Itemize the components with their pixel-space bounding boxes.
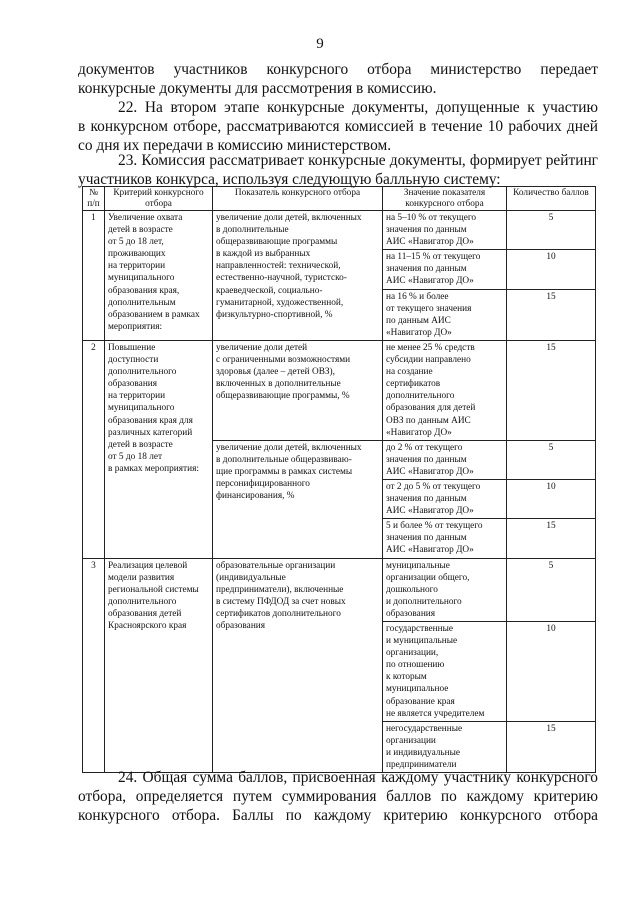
paragraph-24 <box>78 768 598 825</box>
paragraph-line: 23. Комиссия рассматривает конкурсные документы, формирует рейтинг <box>118 152 598 169</box>
criterion-text: Увеличение охвата детей в возрасте от 5 до 18 лет, проживающих на территории муниципального образования края, дополнительным образованием в рамках мероприятия: <box>105 211 213 341</box>
table-row <box>83 211 596 250</box>
indicator-value: до 2 % от текущего значения по данным АИС «Навигатор ДО» <box>383 440 507 479</box>
paragraph-line: конкурсного отбора. Баллы по каждому критерию конкурсного отбора <box>78 807 598 824</box>
points-value: 5 <box>507 558 596 621</box>
indicator-value: на 11–15 % от текущего значения по данным АИС «Навигатор ДО» <box>383 250 507 289</box>
paragraph-continuation <box>78 60 598 98</box>
paragraph-line: 24. Общая сумма баллов, присвоенная каждому участнику конкурсного <box>118 769 598 786</box>
points-value: 15 <box>507 721 596 772</box>
criterion-text: Повышение доступности дополнительного образования на территории муниципального образования края для различных категорий детей в возрасте от 5 до 18 лет в рамках мероприятия: <box>105 340 213 558</box>
indicator-value: негосударственные организации и индивидуальные предприниматели <box>383 721 507 772</box>
points-value: 15 <box>507 289 596 340</box>
header-indicator-value: Значение показателя конкурсного отбора <box>383 187 507 211</box>
indicator-text: увеличение доли детей с ограниченными возможностями здоровья (далее – детей ОВЗ), включенных в дополнительные общеразвивающие программы, % <box>213 340 383 440</box>
criterion-number: 1 <box>83 211 105 341</box>
indicator-value: на 16 % и более от текущего значения по данным АИС «Навигатор ДО» <box>383 289 507 340</box>
table-row <box>83 340 596 440</box>
points-value: 5 <box>507 440 596 479</box>
points-value: 15 <box>507 340 596 440</box>
criterion-text: Реализация целевой модели развития региональной системы дополнительного образования детей Красноярского края <box>105 558 213 773</box>
indicator-value: 5 и более % от текущего значения по данным АИС «Навигатор ДО» <box>383 519 507 558</box>
indicator-value: не менее 25 % средств субсидии направлено на создание сертификатов дополнительного образования для детей ОВЗ по данным АИС «Навигатор ДО» <box>383 340 507 440</box>
paragraph-line: в конкурсном отборе, рассматриваются комиссией в течение 10 рабочих дней <box>78 118 598 135</box>
scoring-table <box>82 186 596 773</box>
paragraph-line: документов участников конкурсного отбора министерство передает <box>78 61 598 78</box>
indicator-value: на 5–10 % от текущего значения по данным АИС «Навигатор ДО» <box>383 211 507 250</box>
header-points: Количество баллов <box>507 187 596 211</box>
paragraph-line: участников конкурса, используя следующую балльную систему: <box>78 171 501 188</box>
indicator-text: увеличение доли детей, включенных в дополнительные общеразвиваю- щие программы в рамках системы персонифицированного финансирования, % <box>213 440 383 558</box>
paragraph-22 <box>78 98 598 155</box>
paragraph-23 <box>78 151 598 189</box>
header-indicator: Показатель конкурсного отбора <box>213 187 383 211</box>
indicator-value: муниципальные организации общего, дошкольного и дополнительного образования <box>383 558 507 621</box>
points-value: 10 <box>507 479 596 518</box>
paragraph-line: отбора, определяется путем суммирования баллов по каждому критерию <box>78 788 598 805</box>
indicator-text: образовательные организации (индивидуальные предприниматели), включенные в систему ПФДОД за счет новых сертификатов дополнительного образования <box>213 558 383 773</box>
indicator-text: увеличение доли детей, включенных в дополнительные общеразвивающие программы в каждой из выбранных направленностей: технической, естественно-научной, туристско- краеведческой, социально- гуманитарной, художественной, физкультурно-спортивной, % <box>213 211 383 341</box>
table-row <box>83 558 596 621</box>
indicator-value: государственные и муниципальные организации, по отношению к которым муниципальное образование края не является учредителем <box>383 622 507 722</box>
table-header-row <box>83 187 596 211</box>
paragraph-line: со дня их передачи в комиссию министерством. <box>78 137 392 154</box>
header-criterion: Критерий конкурсного отбора <box>105 187 213 211</box>
header-number: № п/п <box>83 187 105 211</box>
criterion-number: 3 <box>83 558 105 773</box>
points-value: 10 <box>507 250 596 289</box>
page-number: 9 <box>316 36 324 52</box>
paragraph-line: 22. На втором этапе конкурсные документы, допущенные к участию <box>118 99 598 116</box>
indicator-value: от 2 до 5 % от текущего значения по данным АИС «Навигатор ДО» <box>383 479 507 518</box>
paragraph-line: конкурсные документы для рассмотрения в комиссию. <box>78 80 437 97</box>
criterion-number: 2 <box>83 340 105 558</box>
points-value: 5 <box>507 211 596 250</box>
points-value: 15 <box>507 519 596 558</box>
points-value: 10 <box>507 622 596 722</box>
